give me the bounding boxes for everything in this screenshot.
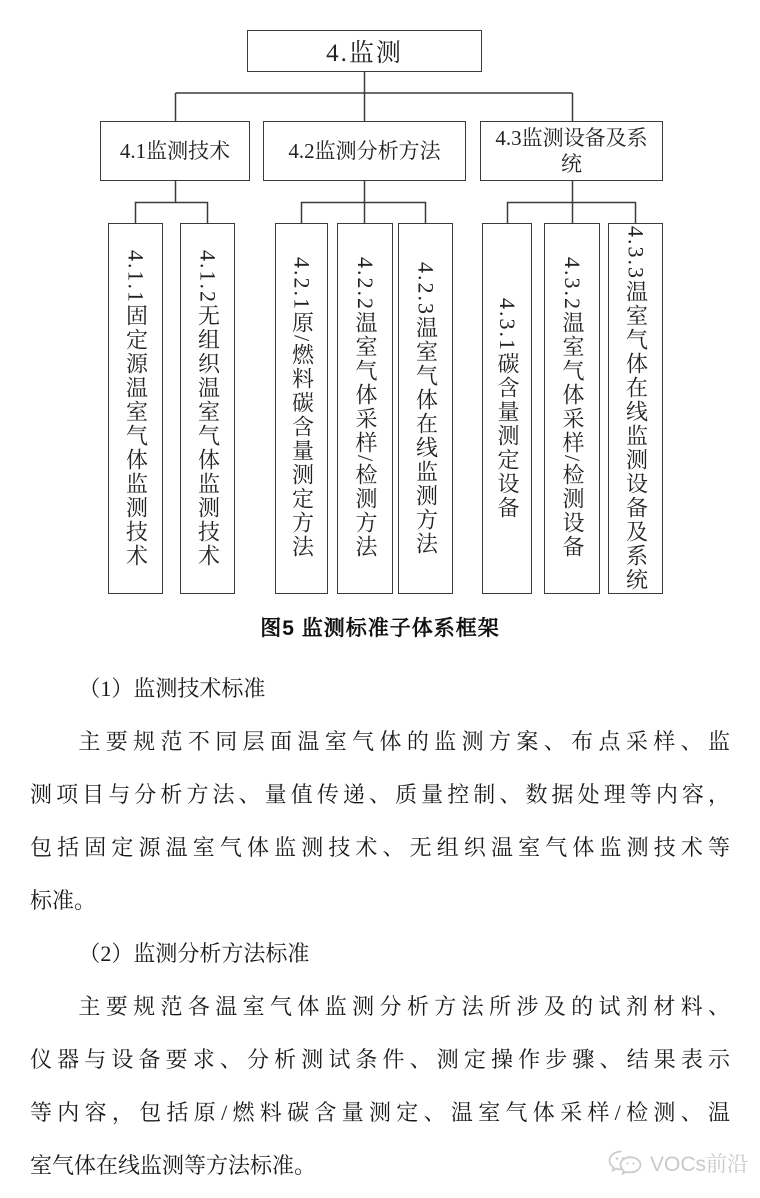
node-4-1-1-fixed-source-monitoring: 4.1.1固定源温室气体监测技术 [108,223,163,594]
node-monitoring-technology: 4.1监测技术 [100,121,250,181]
body-line: 主要规范不同层面温室气体的监测方案、布点采样、监 [78,729,730,754]
body-line: 测项目与分析方法、量值传递、质量控制、数据处理等内容， [30,782,730,807]
section-heading-2: （2）监测分析方法标准 [78,941,310,966]
node-monitoring-root: 4.监测 [247,30,482,72]
node-4-2-1-carbon-content-method: 4.2.1原/燃料碳含量测定方法 [275,223,328,594]
node-4-3-3-online-monitoring-equipment: 4.3.3温室气体在线监测设备及系统 [608,223,663,594]
node-4-3-1-carbon-content-equipment: 4.3.1碳含量测定设备 [482,223,532,594]
body-text [30,662,730,1192]
body-line: 室气体在线监测等方法标准。 [30,1153,317,1178]
connector-line [136,181,208,223]
node-4-2-2-sampling-detection-method: 4.2.2温室气体采样/检测方法 [337,223,393,594]
body-line: 标准。 [30,888,97,913]
figure-caption: 图5 监测标准子体系框架 [260,617,500,640]
watermark-text: VOCs前沿 [649,1153,748,1176]
node-monitoring-equipment-systems: 4.3监测设备及系统 [480,121,663,181]
wechat-icon [606,1148,644,1178]
watermark [606,1148,748,1178]
section-heading-1: （1）监测技术标准 [78,676,266,701]
body-line: 包括固定源温室气体监测技术、无组织温室气体监测技术等 [30,835,730,860]
node-4-1-2-fugitive-monitoring: 4.1.2无组织温室气体监测技术 [180,223,235,594]
body-line: 仪器与设备要求、分析测试条件、测定操作步骤、结果表示 [30,1047,730,1072]
node-4-3-2-sampling-detection-equipment: 4.3.2温室气体采样/检测设备 [544,223,600,594]
body-line: 主要规范各温室气体监测分析方法所涉及的试剂材料、 [78,994,730,1019]
node-monitoring-analysis-methods: 4.2监测分析方法 [263,121,466,181]
node-4-2-3-online-monitoring-method: 4.2.3温室气体在线监测方法 [398,223,453,594]
connector-line [508,181,636,223]
connector-line [302,181,426,223]
body-line: 等内容，包括原/燃料碳含量测定、温室气体采样/检测、温 [30,1100,730,1125]
